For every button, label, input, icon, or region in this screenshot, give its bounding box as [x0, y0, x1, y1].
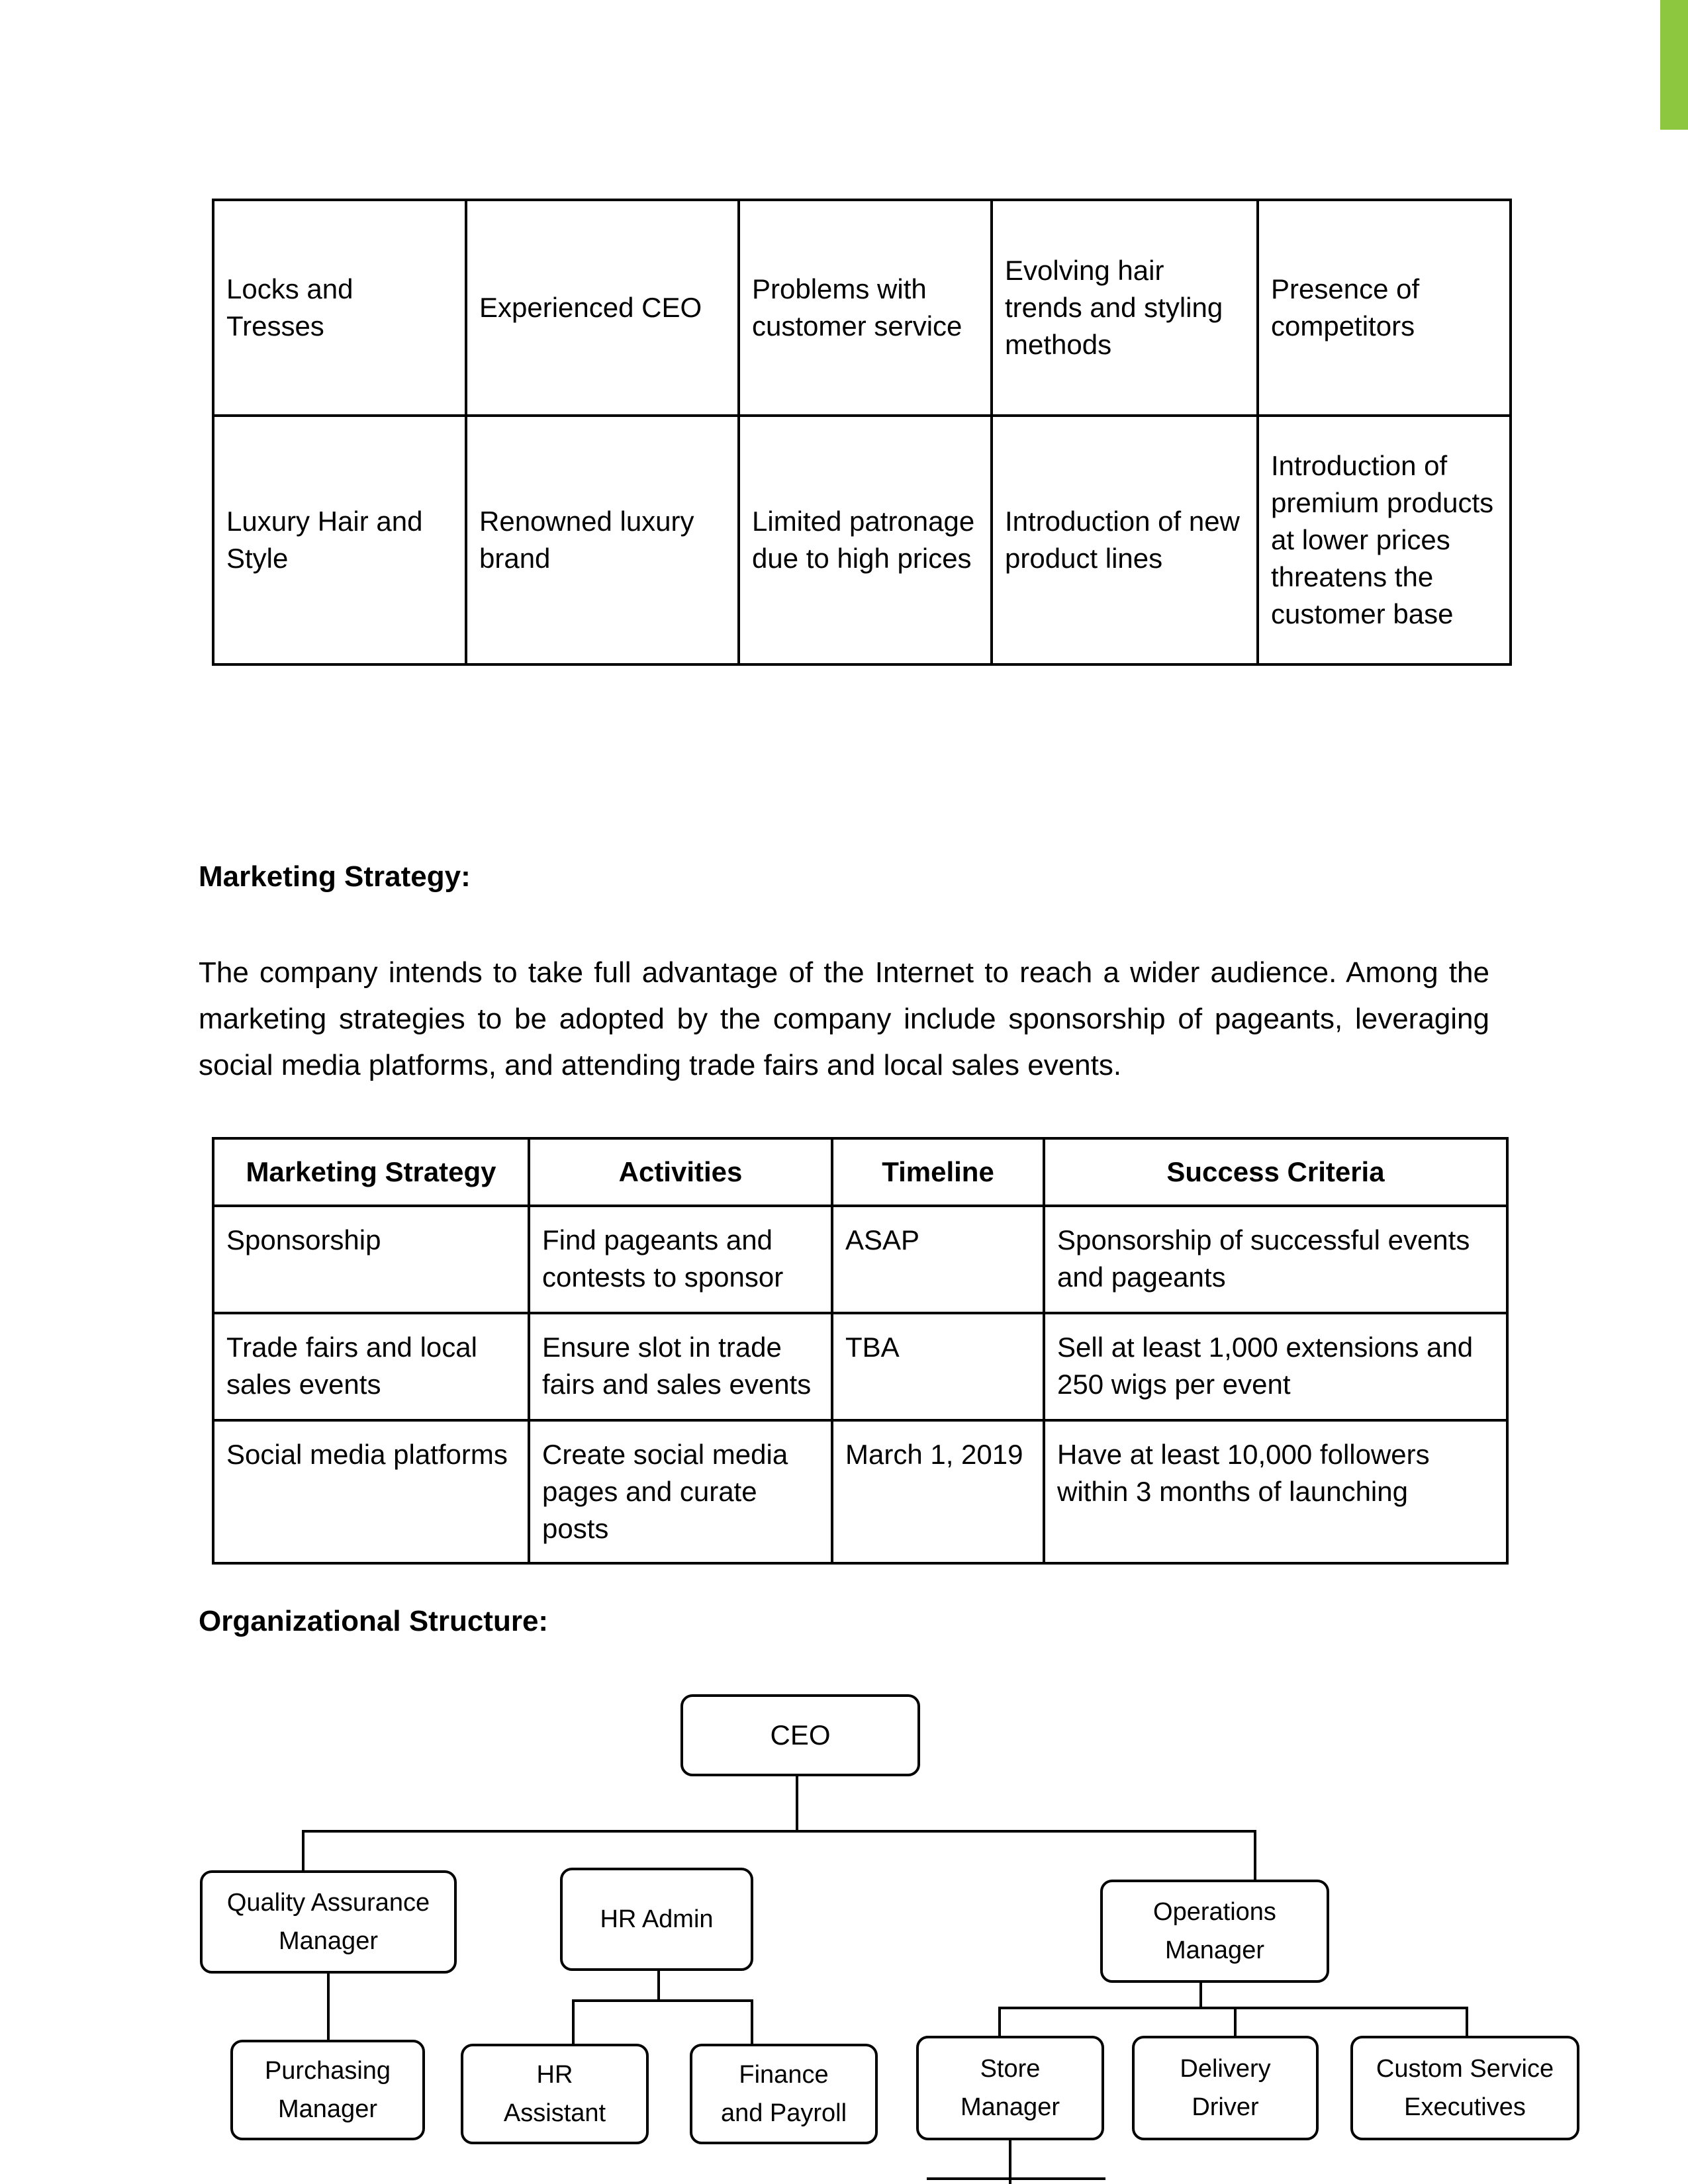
box-label-line: Store: [980, 2055, 1041, 2083]
connector-line: [327, 1973, 330, 2042]
table-cell: Presence of competitors: [1258, 200, 1511, 416]
box-label-line: HR: [536, 2061, 573, 2089]
hr-assistant-box: [461, 2044, 649, 2144]
connector-line: [998, 2007, 1001, 2036]
box-label-line: Operations: [1153, 1898, 1276, 1926]
table-cell: Limited patronage due to high prices: [739, 416, 992, 664]
connector-line: [998, 2007, 1468, 2009]
store-manager-box: [916, 2036, 1104, 2140]
marketing-paragraph: The company intends to take full advantage of the Internet to reach a wider audience. Among the marketing strategies to be adopted by the company include sponsorship of pageants, leveraging social media platforms, and attending trade fairs and local sales events.: [199, 956, 1489, 1081]
connector-line: [927, 2177, 1105, 2180]
box-label-line: Manager: [279, 1927, 378, 1955]
table-cell: Sponsorship: [213, 1206, 529, 1313]
table-cell: TBA: [832, 1313, 1044, 1420]
table-cell: Renowned luxury brand: [466, 416, 739, 664]
table-cell: Sell at least 1,000 extensions and 250 wigs per event: [1044, 1313, 1507, 1420]
green-accent-bar: [1660, 0, 1688, 130]
column-header: Activities: [529, 1138, 832, 1206]
table-cell: Experienced CEO: [466, 200, 739, 416]
box-label-line: Manager: [1165, 1936, 1264, 1964]
table-header-row: [213, 1138, 1507, 1206]
table-cell: Luxury Hair and Style: [213, 416, 466, 664]
table-cell: Evolving hair trends and styling methods: [992, 200, 1258, 416]
table-cell: Have at least 10,000 followers within 3 months of launching: [1044, 1420, 1507, 1563]
box-label-line: Quality Assurance: [226, 1889, 430, 1917]
delivery-driver-box: [1132, 2036, 1319, 2140]
connector-line: [572, 1999, 575, 2044]
table-cell: Trade fairs and local sales events: [213, 1313, 529, 1420]
box-label: HR Admin: [600, 1905, 714, 1933]
box-label-line: Executives: [1404, 2093, 1526, 2121]
box-label-line: Purchasing: [264, 2057, 391, 2085]
ceo-label: CEO: [770, 1719, 831, 1751]
table-cell: March 1, 2019: [832, 1420, 1044, 1563]
box-label-line: Driver: [1192, 2093, 1259, 2121]
connector-line: [657, 1969, 660, 2001]
qa-manager-box: [200, 1870, 457, 1974]
box-label-line: and Payroll: [720, 2099, 847, 2127]
box-label-line: Finance: [739, 2061, 829, 2089]
table-cell: Ensure slot in trade fairs and sales events: [529, 1313, 832, 1420]
table-cell: Locks and Tresses: [213, 200, 466, 416]
connector-line: [1466, 2007, 1468, 2036]
swot-table: [212, 199, 1512, 666]
connector-line: [1234, 2007, 1237, 2036]
table-row: [213, 1420, 1507, 1563]
box-label-line: Manager: [278, 2095, 377, 2123]
operations-manager-box: [1100, 1880, 1329, 1983]
marketing-strategy-heading: Marketing Strategy:: [199, 860, 471, 893]
table-cell: Introduction of new product lines: [992, 416, 1258, 664]
column-header: Success Criteria: [1044, 1138, 1507, 1206]
ceo-box: [680, 1694, 920, 1776]
customer-service-box: [1350, 2036, 1579, 2140]
table-cell: Social media platforms: [213, 1420, 529, 1563]
connector-line: [1254, 1830, 1256, 1882]
box-label-line: Custom Service: [1376, 2055, 1554, 2083]
column-header: Timeline: [832, 1138, 1044, 1206]
connector-line: [751, 1999, 753, 2044]
connector-line: [796, 1776, 798, 1830]
box-label-line: Assistant: [503, 2099, 606, 2127]
connector-line: [302, 1830, 305, 1871]
box-label-line: Delivery: [1180, 2055, 1271, 2083]
connector-line: [302, 1830, 1256, 1833]
table-cell: Find pageants and contests to sponsor: [529, 1206, 832, 1313]
table-row: [213, 416, 1511, 664]
table-cell: Problems with customer service: [739, 200, 992, 416]
connector-line: [1199, 1980, 1202, 2009]
connector-line: [572, 1999, 753, 2002]
table-row: [213, 1313, 1507, 1420]
table-cell: Create social media pages and curate posts: [529, 1420, 832, 1563]
hr-admin-box: [560, 1868, 753, 1971]
table-cell: ASAP: [832, 1206, 1044, 1313]
table-row: [213, 200, 1511, 416]
marketing-table: [212, 1137, 1509, 1565]
table-cell: Introduction of premium products at lower prices threatens the customer base: [1258, 416, 1511, 664]
table-row: [213, 1206, 1507, 1313]
box-label-line: Manager: [961, 2093, 1060, 2121]
org-structure-heading: Organizational Structure:: [199, 1605, 549, 1637]
purchasing-manager-box: [230, 2040, 425, 2140]
column-header: Marketing Strategy: [213, 1138, 529, 1206]
finance-payroll-box: [690, 2044, 878, 2144]
table-cell: Sponsorship of successful events and pageants: [1044, 1206, 1507, 1313]
